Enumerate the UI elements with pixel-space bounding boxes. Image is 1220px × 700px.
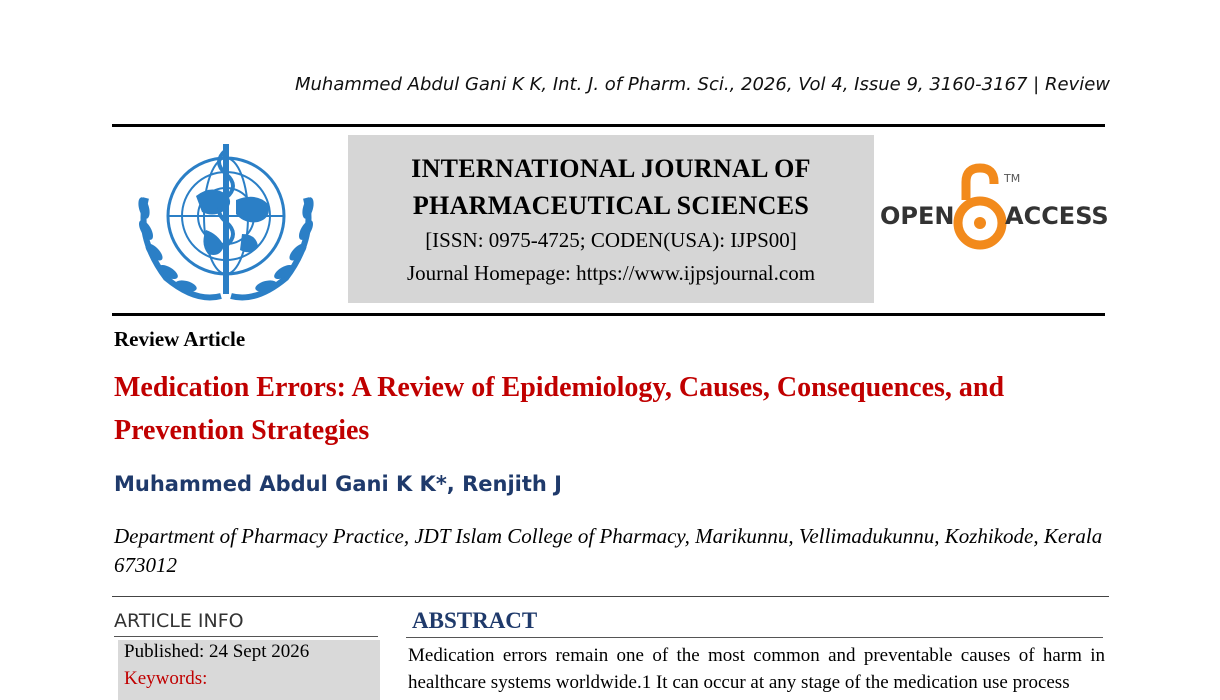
open-access-left-word: OPEN xyxy=(880,202,955,230)
journal-issn: [ISSN: 0975-4725; CODEN(USA): IJPS00] xyxy=(425,228,797,252)
section-divider xyxy=(112,596,1109,597)
article-info-heading: ARTICLE INFO xyxy=(114,610,244,632)
running-header: Muhammed Abdul Gani K K, Int. J. of Pharm. Sci., 2026, Vol 4, Issue 9, 3160-3167 | Review xyxy=(294,74,1110,95)
journal-title-line2: PHARMACEUTICAL SCIENCES xyxy=(412,191,810,220)
header-bottom-rule xyxy=(112,313,1105,316)
trademark-mark: TM xyxy=(1004,172,1021,185)
article-type: Review Article xyxy=(114,327,246,351)
open-padlock-icon xyxy=(958,168,1002,245)
open-access-right-word: ACCESS xyxy=(1005,202,1109,230)
author-affiliation: Department of Pharmacy Practice, JDT Islam College of Pharmacy, Marikunnu, Vellimadukunnu, Kozhikode, Kerala 673012 xyxy=(114,524,1103,577)
header-top-rule xyxy=(112,124,1105,127)
abstract-heading: ABSTRACT xyxy=(412,608,538,633)
abstract-rule xyxy=(406,637,1103,638)
journal-title xyxy=(348,150,874,224)
article-title: Medication Errors: A Review of Epidemiology, Causes, Consequences, and Prevention Strategies xyxy=(114,372,1005,446)
keywords-label: Keywords: xyxy=(124,668,208,689)
published-date: Published: 24 Sept 2026 xyxy=(124,641,310,662)
abstract-text: Medication errors remain one of the most common and preventable causes of harm in healthcare systems worldwide.1 It can occur at any stage of the medication use process xyxy=(408,645,1105,693)
open-access-logo-icon xyxy=(880,160,1110,255)
padlock-keyhole-icon xyxy=(974,217,986,229)
journal-emblem-icon xyxy=(126,138,326,308)
article-info-rule xyxy=(114,636,378,637)
article-authors: Muhammed Abdul Gani K K*, Renjith J xyxy=(114,472,562,496)
journal-title-line1: INTERNATIONAL JOURNAL OF xyxy=(411,154,811,183)
article-info-box xyxy=(118,640,380,700)
journal-homepage[interactable]: Journal Homepage: https://www.ijpsjournal.com xyxy=(406,261,816,285)
journal-masthead xyxy=(348,135,874,303)
